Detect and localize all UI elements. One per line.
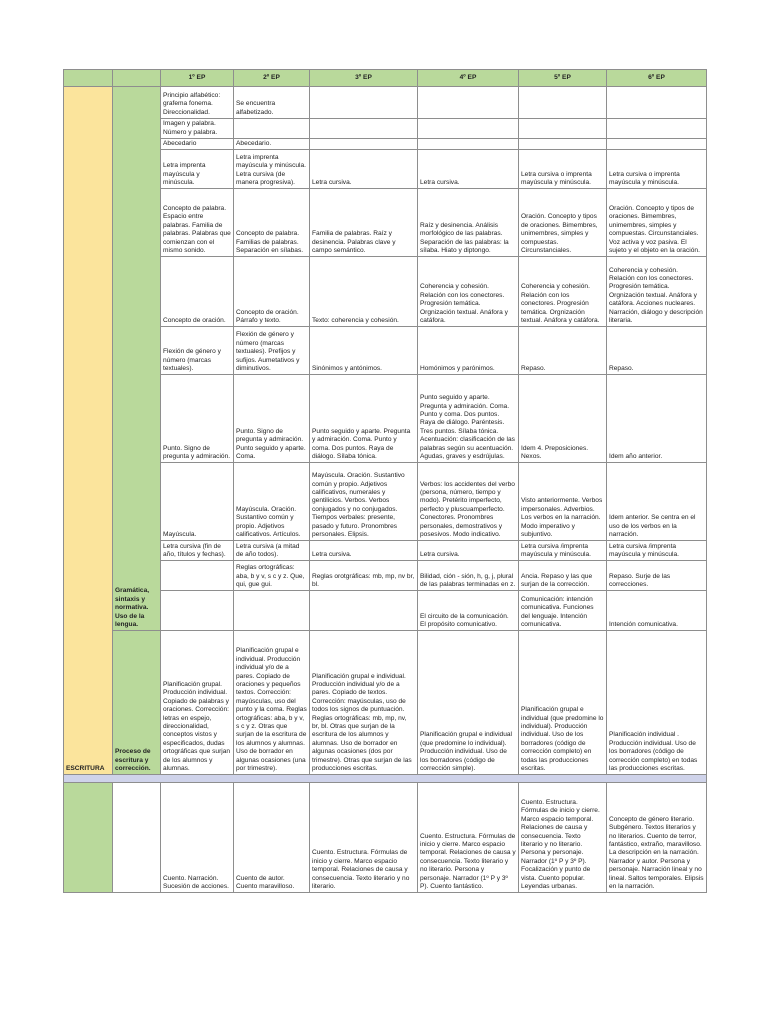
table-cell: Letra imprenta mayúscula y minúscula. Letra cursiva (de manera progresiva). (234, 150, 310, 189)
table-cell: Bilidad, ción - sión, h, g, j, plural de las palabras terminadas en z. (418, 561, 519, 591)
table-cell: Letra cursiva. (418, 541, 519, 561)
table-row (64, 257, 707, 327)
table-cell: Concepto de oración. Párrafo y texto. (234, 257, 310, 327)
table-cell: Mayúscula. Oración. Sustantivo común y propio. Adjetivos calificativos. Artículos. (234, 463, 310, 541)
table-cell: Letra cursiva /imprenta mayúscula y minúscula. (519, 541, 607, 561)
table-cell: Concepto de oración. (161, 257, 234, 327)
table-cell (607, 119, 707, 139)
header-cell: 3º EP (310, 70, 418, 87)
table-row (64, 119, 707, 139)
table-cell: Planificación grupal e individual (que predomine lo individual). Producción individual. Uso de los borradores (código de corrección completo) en todas las producciones escritas. (519, 631, 607, 775)
curriculum-table (63, 69, 707, 893)
table-cell (418, 119, 519, 139)
table-cell: Cuento de autor. Cuento maravilloso. (234, 783, 310, 893)
header-cell: 5º EP (519, 70, 607, 87)
table-cell (310, 119, 418, 139)
table-cell: Mayúscula. (161, 463, 234, 541)
table-cell: Idem 4. Preposiciones. Nexos. (519, 375, 607, 463)
table-cell: Cuento. Estructura. Fórmulas de inicio y cierre. Marco espacio temporal. Relaciones de causa y consecuencia. Texto literario y no literario. (310, 783, 418, 893)
table-cell: Cuento. Narración. Sucesión de acciones. (161, 783, 234, 893)
table-cell: Concepto de palabra. Familias de palabras. Separación en sílabas. (234, 189, 310, 257)
table-cell: Letra cursiva o imprenta mayúscula y minúscula. (607, 150, 707, 189)
table-cell: Planificación grupal e individual. Producción individual y/o de a pares. Copiado de oraciones y pequeños textos. Corrección: mayúsculas, uso del punto y la coma. Reglas ortográficas: aba, b y v, s c y z. Otras que surjan de la escritura de los alumnos y alumnas. Uso de borrador en algunas ocasiones (una por trimestre). (234, 631, 310, 775)
table-cell: Reglas orotgráficas: mb, mp, nv br, bl. (310, 561, 418, 591)
table-row (64, 561, 707, 591)
table-row (64, 783, 707, 893)
table-cell (519, 139, 607, 150)
table-cell: Repaso. (519, 327, 607, 375)
header-cell (64, 70, 113, 87)
header-cell: 1º EP (161, 70, 234, 87)
table-cell: Oración. Concepto y tipos de oraciones. Bimembres, unimembres, simples y compuestas. Circunstanciales. (519, 189, 607, 257)
table-cell (607, 87, 707, 119)
area-label: ESCRITURA (64, 87, 113, 775)
table-cell (519, 119, 607, 139)
table-cell: Familia de palabras. Raíz y desinencia. Palabras clave y campo semántico. (310, 189, 418, 257)
table-cell: Punto seguido y aparte. Pregunta y admiración. Coma. Punto y coma. Dos puntos. Raya de diálogo. Sílaba tónica. (310, 375, 418, 463)
table-cell: Mayúscula. Oración. Sustantivo común y propio. Adjetivos calificativos, numerales y gentilicios. Verbos. Verbos conjugados y no conjugados. Tiempos verbales: presente, pasado y futuro. Pronombres personales. Elipsis. (310, 463, 418, 541)
table-cell: Repaso. (607, 327, 707, 375)
table-cell: Punto. Signo de pregunta y admiración. (161, 375, 234, 463)
table-cell: Cuento. Estructura. Fórmulas de inicio y cierre. Marco espacio temporal. Relaciones de causa y consecuencia. Texto literario y no literario. Persona y personaje. Narrador (1º P y 3º P). Cuento fantástico. (418, 783, 519, 893)
table-cell (418, 139, 519, 150)
table-cell: Comunicación: intención comunicativa. Funciones del lenguaje. Intención comunicativa. (519, 591, 607, 631)
header-cell (113, 70, 161, 87)
table-cell: Raíz y desinencia. Análisis morfológico de las palabras. Separación de las palabras: la sílaba. Hiato y diptongo. (418, 189, 519, 257)
table-cell: Imagen y palabra. Número y palabra. (161, 119, 234, 139)
table-cell (519, 87, 607, 119)
separator-row (64, 775, 707, 783)
table-cell (161, 561, 234, 591)
table-cell: Concepto de género literario. Subgénero. Textos literarios y no literarios. Cuento de terror, fantástico, extraño, maravilloso. La descripción en la narración. Narrador y autor. Persona y personaje. Narración lineal y no lineal. Saltos temporales. Elipsis en la narración. (607, 783, 707, 893)
table-row (64, 87, 707, 119)
table-cell: Planificación grupal e individual. Producción individual y/o de a pares. Copiado de textos. Corrección: mayúsculas, uso de todos los signos de puntuación. Reglas ortográficas: mb, mp, nv, br, bl. Otras que surjan de la escritura de los alumnos y alumnas. Uso de borrador en algunas ocasiones (dos por trimestre). Otras que surjan de las producciones escritas. (310, 631, 418, 775)
table-cell (310, 139, 418, 150)
table-cell (310, 591, 418, 631)
header-row (64, 70, 707, 87)
table-cell (161, 591, 234, 631)
table-cell: Visto anteriormente. Verbos impersonales. Adverbios. Los verbos en la narración. Modo imperativo y subjuntivo. (519, 463, 607, 541)
header-cell: 2º EP (234, 70, 310, 87)
table-cell: Letra cursiva. (310, 150, 418, 189)
table-cell: Idem anterior. Se centra en el uso de los verbos en la narración. (607, 463, 707, 541)
table-cell: Homónimos y parónimos. (418, 327, 519, 375)
table-row (64, 631, 707, 775)
table-cell: Letra cursiva (a mitad de año todos). (234, 541, 310, 561)
table-row (64, 150, 707, 189)
table-cell (234, 591, 310, 631)
table-row (64, 541, 707, 561)
table-row (64, 327, 707, 375)
table-cell: Abecedario (161, 139, 234, 150)
table-cell: Letra cursiva. (418, 150, 519, 189)
table-cell: Coherencia y cohesión. Relación con los conectores. Progresión temática. Orgnización textual. Anáfora y catáfora. (418, 257, 519, 327)
table-cell: Letra cursiva. (310, 541, 418, 561)
table-cell: Texto: coherencia y cohesión. (310, 257, 418, 327)
table-cell: Se encuentra alfabetizado. (234, 87, 310, 119)
table-cell: Ancia. Repaso y las que surjan de la corrección. (519, 561, 607, 591)
table-cell: Letra imprenta mayúscula y minúscula. (161, 150, 234, 189)
table-row (64, 463, 707, 541)
table-cell: Verbos: los accidentes del verbo (persona, número, tiempo y modo). Pretérito imperfecto, perfecto y pluscuamperfecto. Conectores. Pronombres personales, demostrativos y posesivos. Modo indicativo. (418, 463, 519, 541)
table-cell: Planificación grupal. Producción individual. Copiado de palabras y oraciones. Corrección: letras en espejo, direccionalidad, conceptos vistos y especificados, dudas ortográficas que surjan de los alumnos y alumnas. (161, 631, 234, 775)
table-row (64, 591, 707, 631)
table-cell: Coherencia y cohesión. Relación con los conectores. Progresión temática. Orgnización textual. Anáfora y catáfora. Acciones nucleares. Narración, diálogo y descripción literaria. (607, 257, 707, 327)
table-cell: Letra cursiva /imprenta mayúscula y minúscula. (607, 541, 707, 561)
table-cell (607, 139, 707, 150)
table-row (64, 139, 707, 150)
subarea-label: Proceso de escritura y corrección. (113, 631, 161, 775)
area-label-empty (64, 783, 113, 893)
table-cell (234, 119, 310, 139)
table-cell: Principio alfabético: grafema fonema. Direccionalidad. (161, 87, 234, 119)
table-cell: Cuento. Estructura. Fórmulas de inicio y cierre. Marco espacio temporal. Relaciones de causa y consecuencia. Texto literario y no literario. Persona y personaje. Narrador (1º P y 3º P). Focalización y punto de vista. Cuento popular. Leyendas urbanas. (519, 783, 607, 893)
table-cell: Oración. Concepto y tipos de oraciones. Bimembres, unimembres, simples y compuestas. Circunstanciales. Voz activa y voz pasiva. El sujeto y el objeto en la oración. (607, 189, 707, 257)
table-cell: Repaso. Surje de las correcciones. (607, 561, 707, 591)
header-cell: 6º EP (607, 70, 707, 87)
table-cell: Planificación grupal e individual (que predomine lo individual). Producción individual. Uso de los borradores (código de corrección simple). (418, 631, 519, 775)
table-cell (310, 87, 418, 119)
separator-cell (64, 775, 707, 783)
table-cell: Reglas ortográficas: aba, b y v, s c y z. Que, qui, gue gui. (234, 561, 310, 591)
table-cell: Planificación individual . Producción individual. Uso de los borradores (código de corrección completo) en todas las producciones escritas. (607, 631, 707, 775)
table-cell: Intención comunicativa. (607, 591, 707, 631)
subarea-label: Gramática, sintaxis y normativa. Uso de la lengua. (113, 87, 161, 631)
table-cell: Flexión de género y número (marcas textuales). (161, 327, 234, 375)
table-row (64, 375, 707, 463)
table-cell: Punto seguido y aparte. Pregunta y admiración. Coma. Punto y coma. Dos puntos. Raya de diálogo. Paréntesis. Tres puntos. Sílaba tónica. Acentuación: clasificación de las palabras según su acentuación. Agudas, graves y esdrújulas. (418, 375, 519, 463)
table-cell: Concepto de palabra. Espacio entre palabras. Familia de palabras. Palabras que comienzan con el mismo sonido. (161, 189, 234, 257)
table-cell: Sinónimos y antónimos. (310, 327, 418, 375)
header-cell: 4º EP (418, 70, 519, 87)
table-cell (418, 87, 519, 119)
table-cell: Abecedario. (234, 139, 310, 150)
table-cell: Letra cursiva (fin de año, títulos y fechas). (161, 541, 234, 561)
table-cell: Coherencia y cohesión. Relación con los conectores. Progresión temática. Orgnización textual. Anáfora y catáfora. (519, 257, 607, 327)
table-cell: Letra cursiva o imprenta mayúscula y minúscula. (519, 150, 607, 189)
table-cell: El circuito de la comunicación. El propósito comunicativo. (418, 591, 519, 631)
table-row (64, 189, 707, 257)
table-cell: Punto. Signo de pregunta y admiración. Punto seguido y aparte. Coma. (234, 375, 310, 463)
table-cell: Flexión de género y número (marcas textuales). Prefijos y sufijos. Aumetativos y diminutivos. (234, 327, 310, 375)
table-cell: Idem año anterior. (607, 375, 707, 463)
subarea-label-empty (113, 783, 161, 893)
